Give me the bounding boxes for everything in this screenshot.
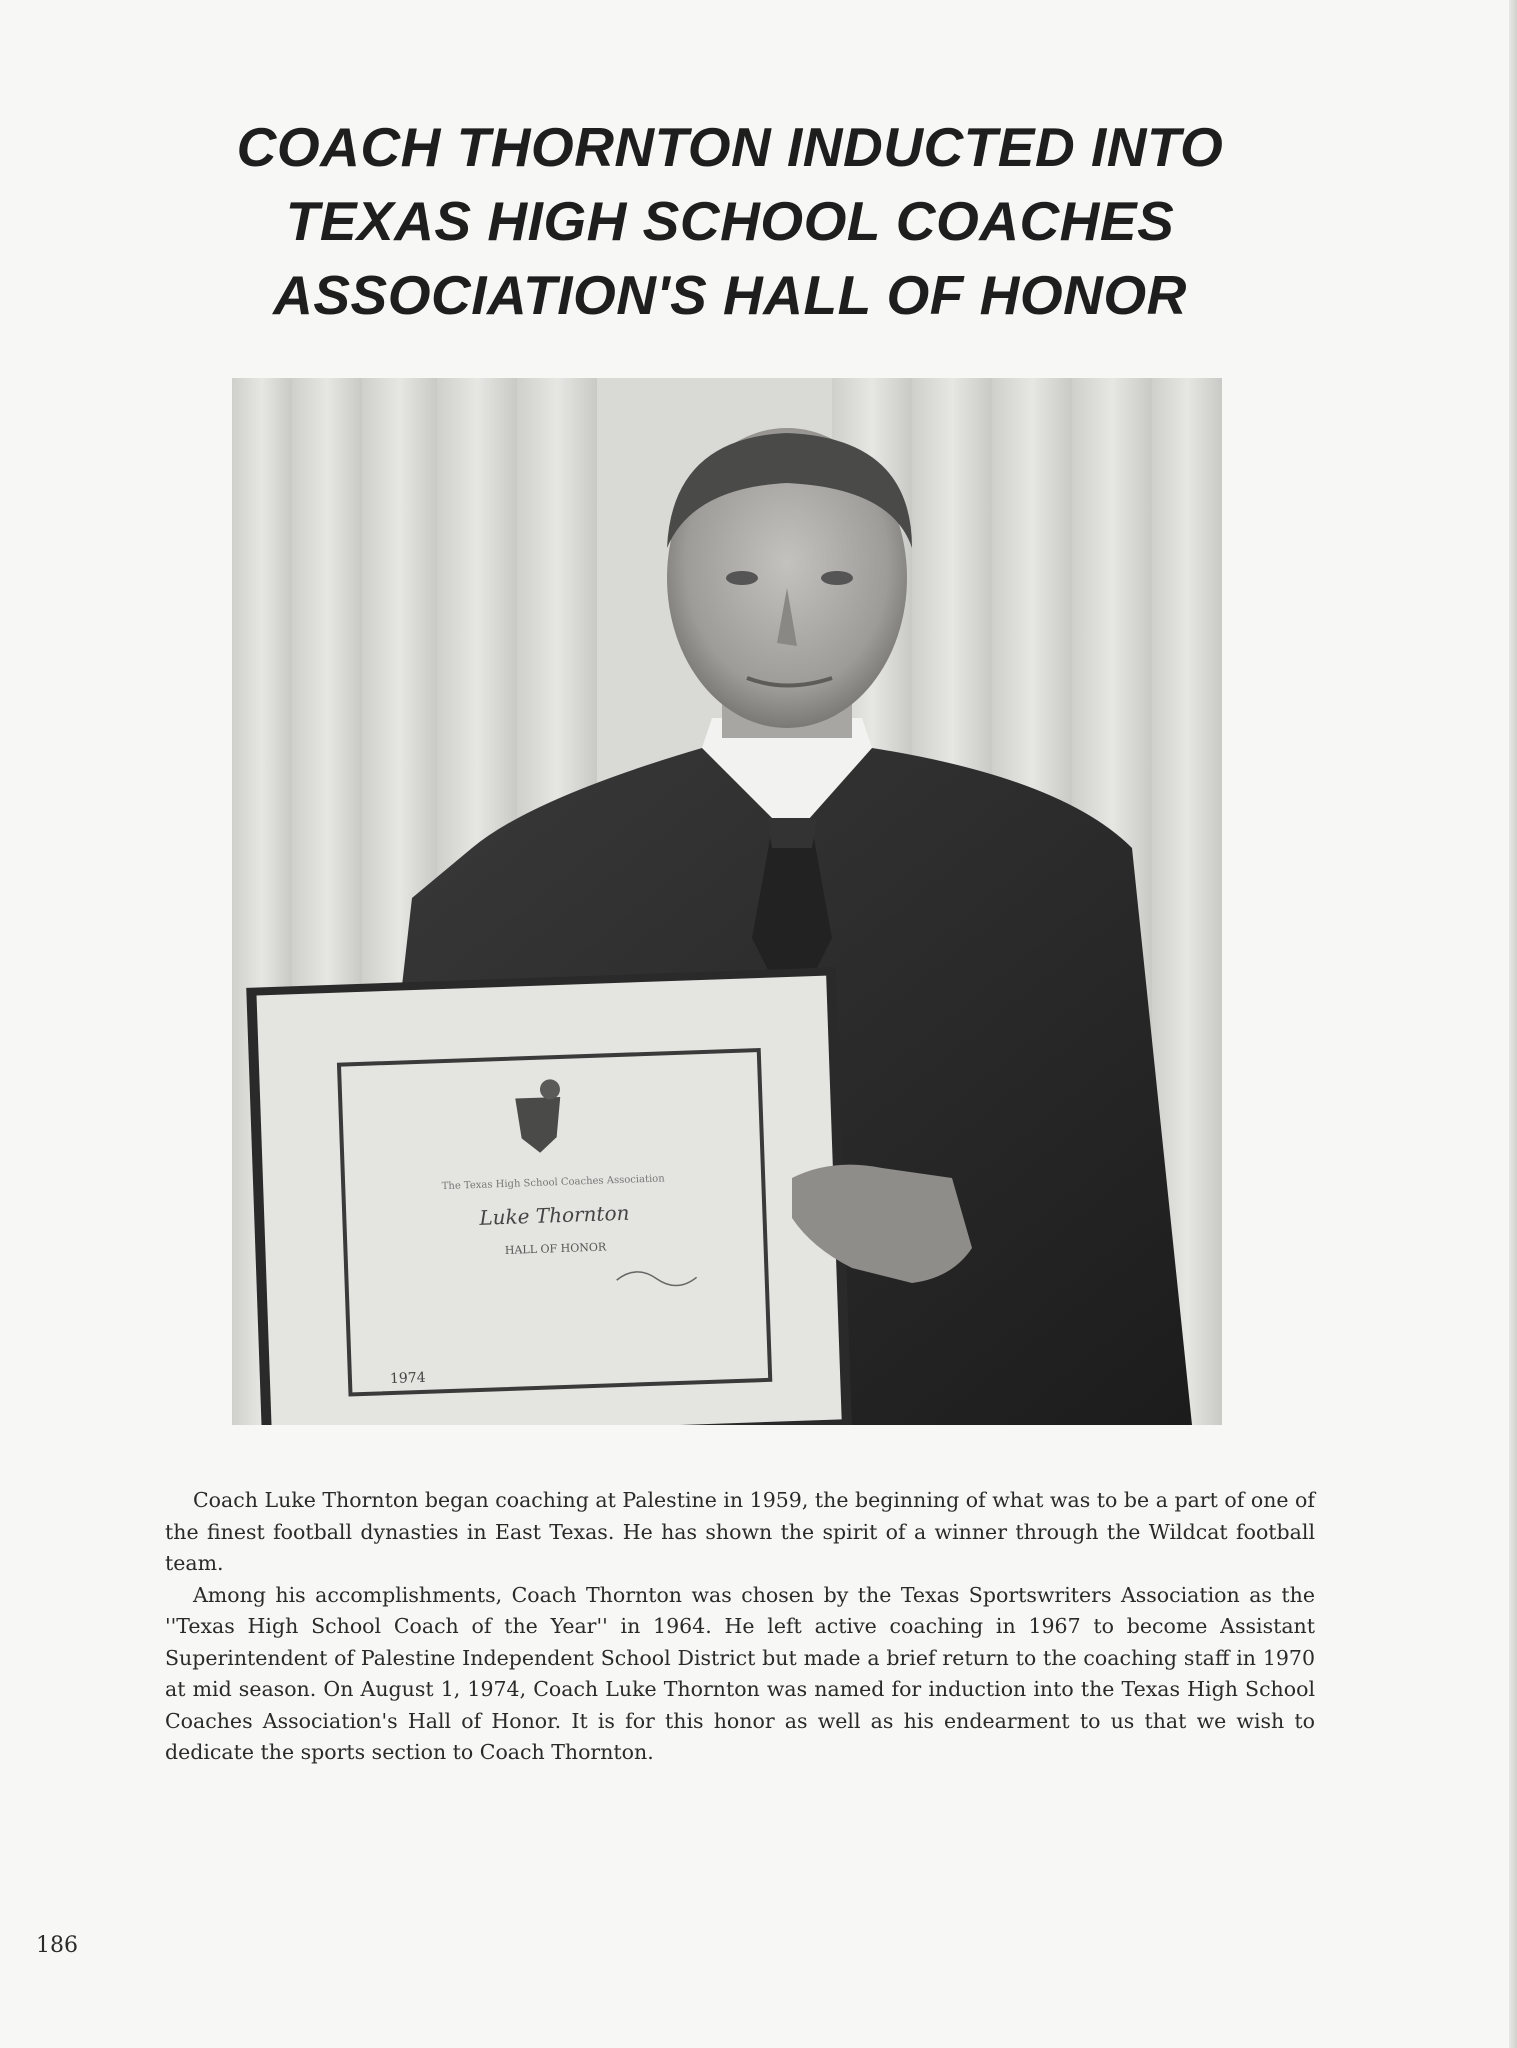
- article-paragraph-2: Among his accomplishments, Coach Thornton was chosen by the Texas Sportswriters Association as the ''Texas High School Coach of the Year'' in 1964. He left active coaching in 1967 to become Assistant Superintendent of Palestine Independent School District but made a brief return to the coaching staff in 1970 at mid season. On August 1, 1974, Coach Luke Thornton was named for induction into the Texas High School Coaches Association's Hall of Honor. It is for this honor as well as his endearment to us that we wish to dedicate the sports section to Coach Thornton.: [165, 1582, 1315, 1764]
- certificate-name: Luke Thornton: [478, 1200, 630, 1230]
- certificate-org: The Texas High School Coaches Association: [441, 1173, 665, 1193]
- article-body: [165, 1485, 1315, 1769]
- article-paragraph-1: Coach Luke Thornton began coaching at Palestine in 1959, the beginning of what was to be a part of one of the finest football dynasties in East Texas. He has shown the spirit of a winner through the Wildcat football team.: [165, 1488, 1315, 1575]
- certificate-honor: HALL OF HONOR: [504, 1240, 607, 1258]
- certificate-year: 1974: [389, 1369, 426, 1388]
- page-edge: [1509, 0, 1517, 2048]
- title-line-3: ASSOCIATION'S HALL OF HONOR: [273, 264, 1187, 326]
- title-line-1: COACH THORNTON INDUCTED INTO: [236, 116, 1224, 178]
- certificate: [246, 967, 852, 1425]
- coach-photo: [232, 378, 1222, 1425]
- page-number: 186: [36, 1933, 78, 1958]
- title-line-2: TEXAS HIGH SCHOOL COACHES: [285, 190, 1175, 252]
- page-title: [200, 110, 1260, 332]
